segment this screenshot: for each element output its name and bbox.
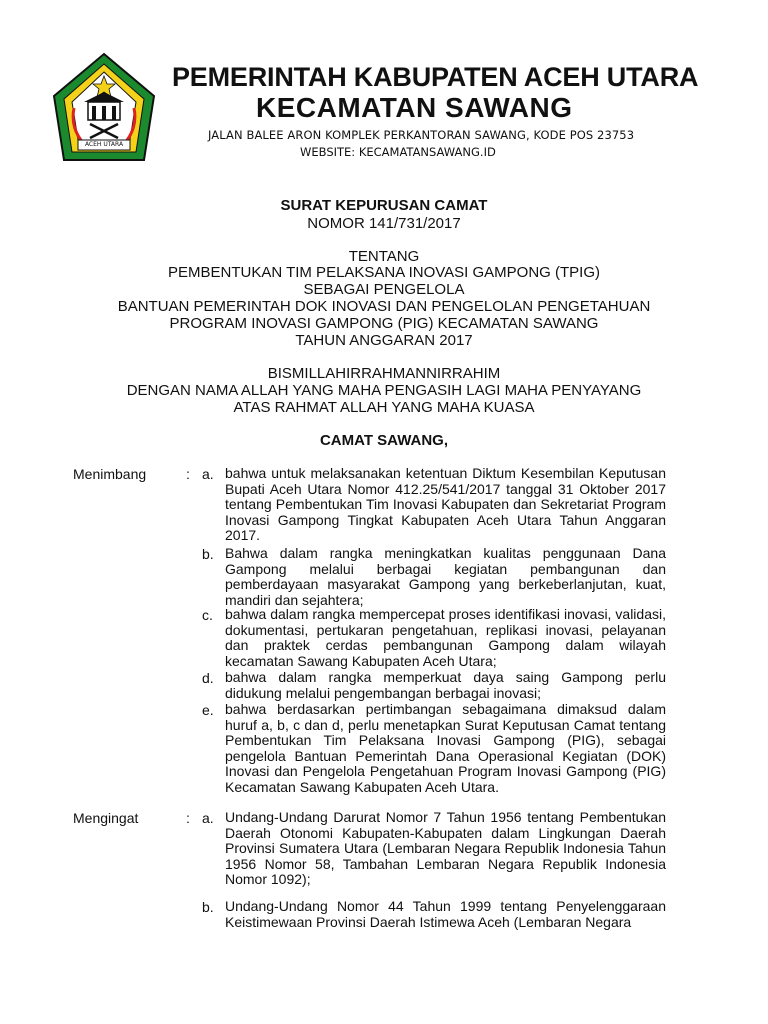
item-letter: a. [202, 466, 214, 482]
item-letter: e. [202, 702, 214, 718]
list-item: bahwa berdasarkan pertimbangan sebagaimana dimaksud dalam huruf a, b, c dan d, perlu menetapkan Surat Keputusan Camat tentang Pembentukan Tim Pelaksana Inovasi Gampong (PIG), sebagai pengelola Bantuan Pemerintah Dana Operasional Kegiatan (DOK) Inovasi dan Pengelola Pengetahuan Program Inovasi Gampong (PIG) Kecamatan Sawang Kabupaten Aceh Utara. [225, 701, 666, 795]
office-address: JALAN BALEE ARON KOMPLEK PERKANTORAN SAWANG, KODE POS 23753 [208, 128, 635, 142]
decree-title: SURAT KEPURUSAN CAMAT [280, 197, 488, 214]
subject-line: PROGRAM INOVASI GAMPONG (PIG) KECAMATAN SAWANG [169, 315, 599, 332]
list-item: Bahwa dalam rangka meningkatkan kualitas penggunaan Dana Gampong melalui berbagai kegiatan pembangunan dan pemberdayaan masyarakat Gampong yang berkeberlanjutan, kuat, mandiri dan sejahtera; [225, 545, 666, 608]
decree-number: NOMOR 141/731/2017 [307, 215, 461, 232]
list-item: bahwa dalam rangka mempercepat proses identifikasi inovasi, validasi, dokumentasi, pertukaran pengetahuan, replikasi inovasi, pelayanan dan praktek cerdas pembangunan Gampong dalam wilayah kecamatan Sawang Kabupaten Aceh Utara; [225, 606, 666, 669]
section-colon: : [186, 466, 190, 482]
subdistrict-name: KECAMATAN SAWANG [256, 92, 573, 123]
item-letter: c. [202, 607, 213, 623]
subject-line: BANTUAN PEMERINTAH DOK INOVASI DAN PENGELOLAN PENGETAHUAN [117, 298, 651, 315]
item-letter: b. [202, 899, 214, 915]
subject-line: TAHUN ANGGARAN 2017 [295, 332, 473, 349]
bismillah-line: BISMILLAHIRRAHMANNIRRAHIM [267, 365, 501, 382]
letterhead [0, 0, 768, 180]
emblem-banner-text: ACEH UTARA [84, 141, 124, 148]
subject-line: SEBAGAI PENGELOLA [303, 281, 465, 298]
official-title: CAMAT SAWANG, [319, 432, 449, 449]
office-website: WEBSITE: KECAMATANSAWANG.ID [300, 145, 496, 159]
list-item: bahwa untuk melaksanakan ketentuan Diktum Kesembilan Keputusan Bupati Aceh Utara Nomor 412.25/541/2017 tanggal 31 Oktober 2017 tentang Pembentukan Tim Inovasi Kabupaten dan Sekretariat Program Inovasi Gampong Tingkat Kabupaten Aceh Utara Tahun Anggaran 2017. [225, 465, 666, 543]
section-label: Menimbang [73, 466, 147, 482]
section-colon: : [186, 810, 190, 826]
invocation-line: DENGAN NAMA ALLAH YANG MAHA PENGASIH LAGI MAHA PENYAYANG [126, 382, 642, 399]
item-letter: a. [202, 810, 214, 826]
subject-line: PEMBENTUKAN TIM PELAKSANA INOVASI GAMPONG (TPIG) [167, 264, 601, 281]
government-name: PEMERINTAH KABUPATEN ACEH UTARA [172, 62, 699, 92]
list-item: bahwa dalam rangka memperkuat daya saing Gampong perlu didukung melalui pengembangan berbagai inovasi; [225, 669, 666, 701]
list-item: Undang-Undang Darurat Nomor 7 Tahun 1956 tentang Pembentukan Daerah Otonomi Kabupaten-Kabupaten dalam Lingkungan Daerah Provinsi Sumatera Utara (Lembaran Negara Republik Indonesia Tahun 1956 Nomor 58, Tambahan Lembaran Negara Republik Indonesia Nomor 1092); [225, 809, 666, 887]
tentang-heading: TENTANG [348, 248, 420, 265]
item-letter: d. [202, 670, 214, 686]
section-label: Mengingat [73, 810, 139, 826]
list-item: Undang-Undang Nomor 44 Tahun 1999 tentang Penyelenggaraan Keistimewaan Provinsi Daerah Istimewa Aceh (Lembaran Negara [225, 898, 666, 930]
item-letter: b. [202, 546, 214, 562]
invocation-line: ATAS RAHMAT ALLAH YANG MAHA KUASA [233, 399, 535, 416]
